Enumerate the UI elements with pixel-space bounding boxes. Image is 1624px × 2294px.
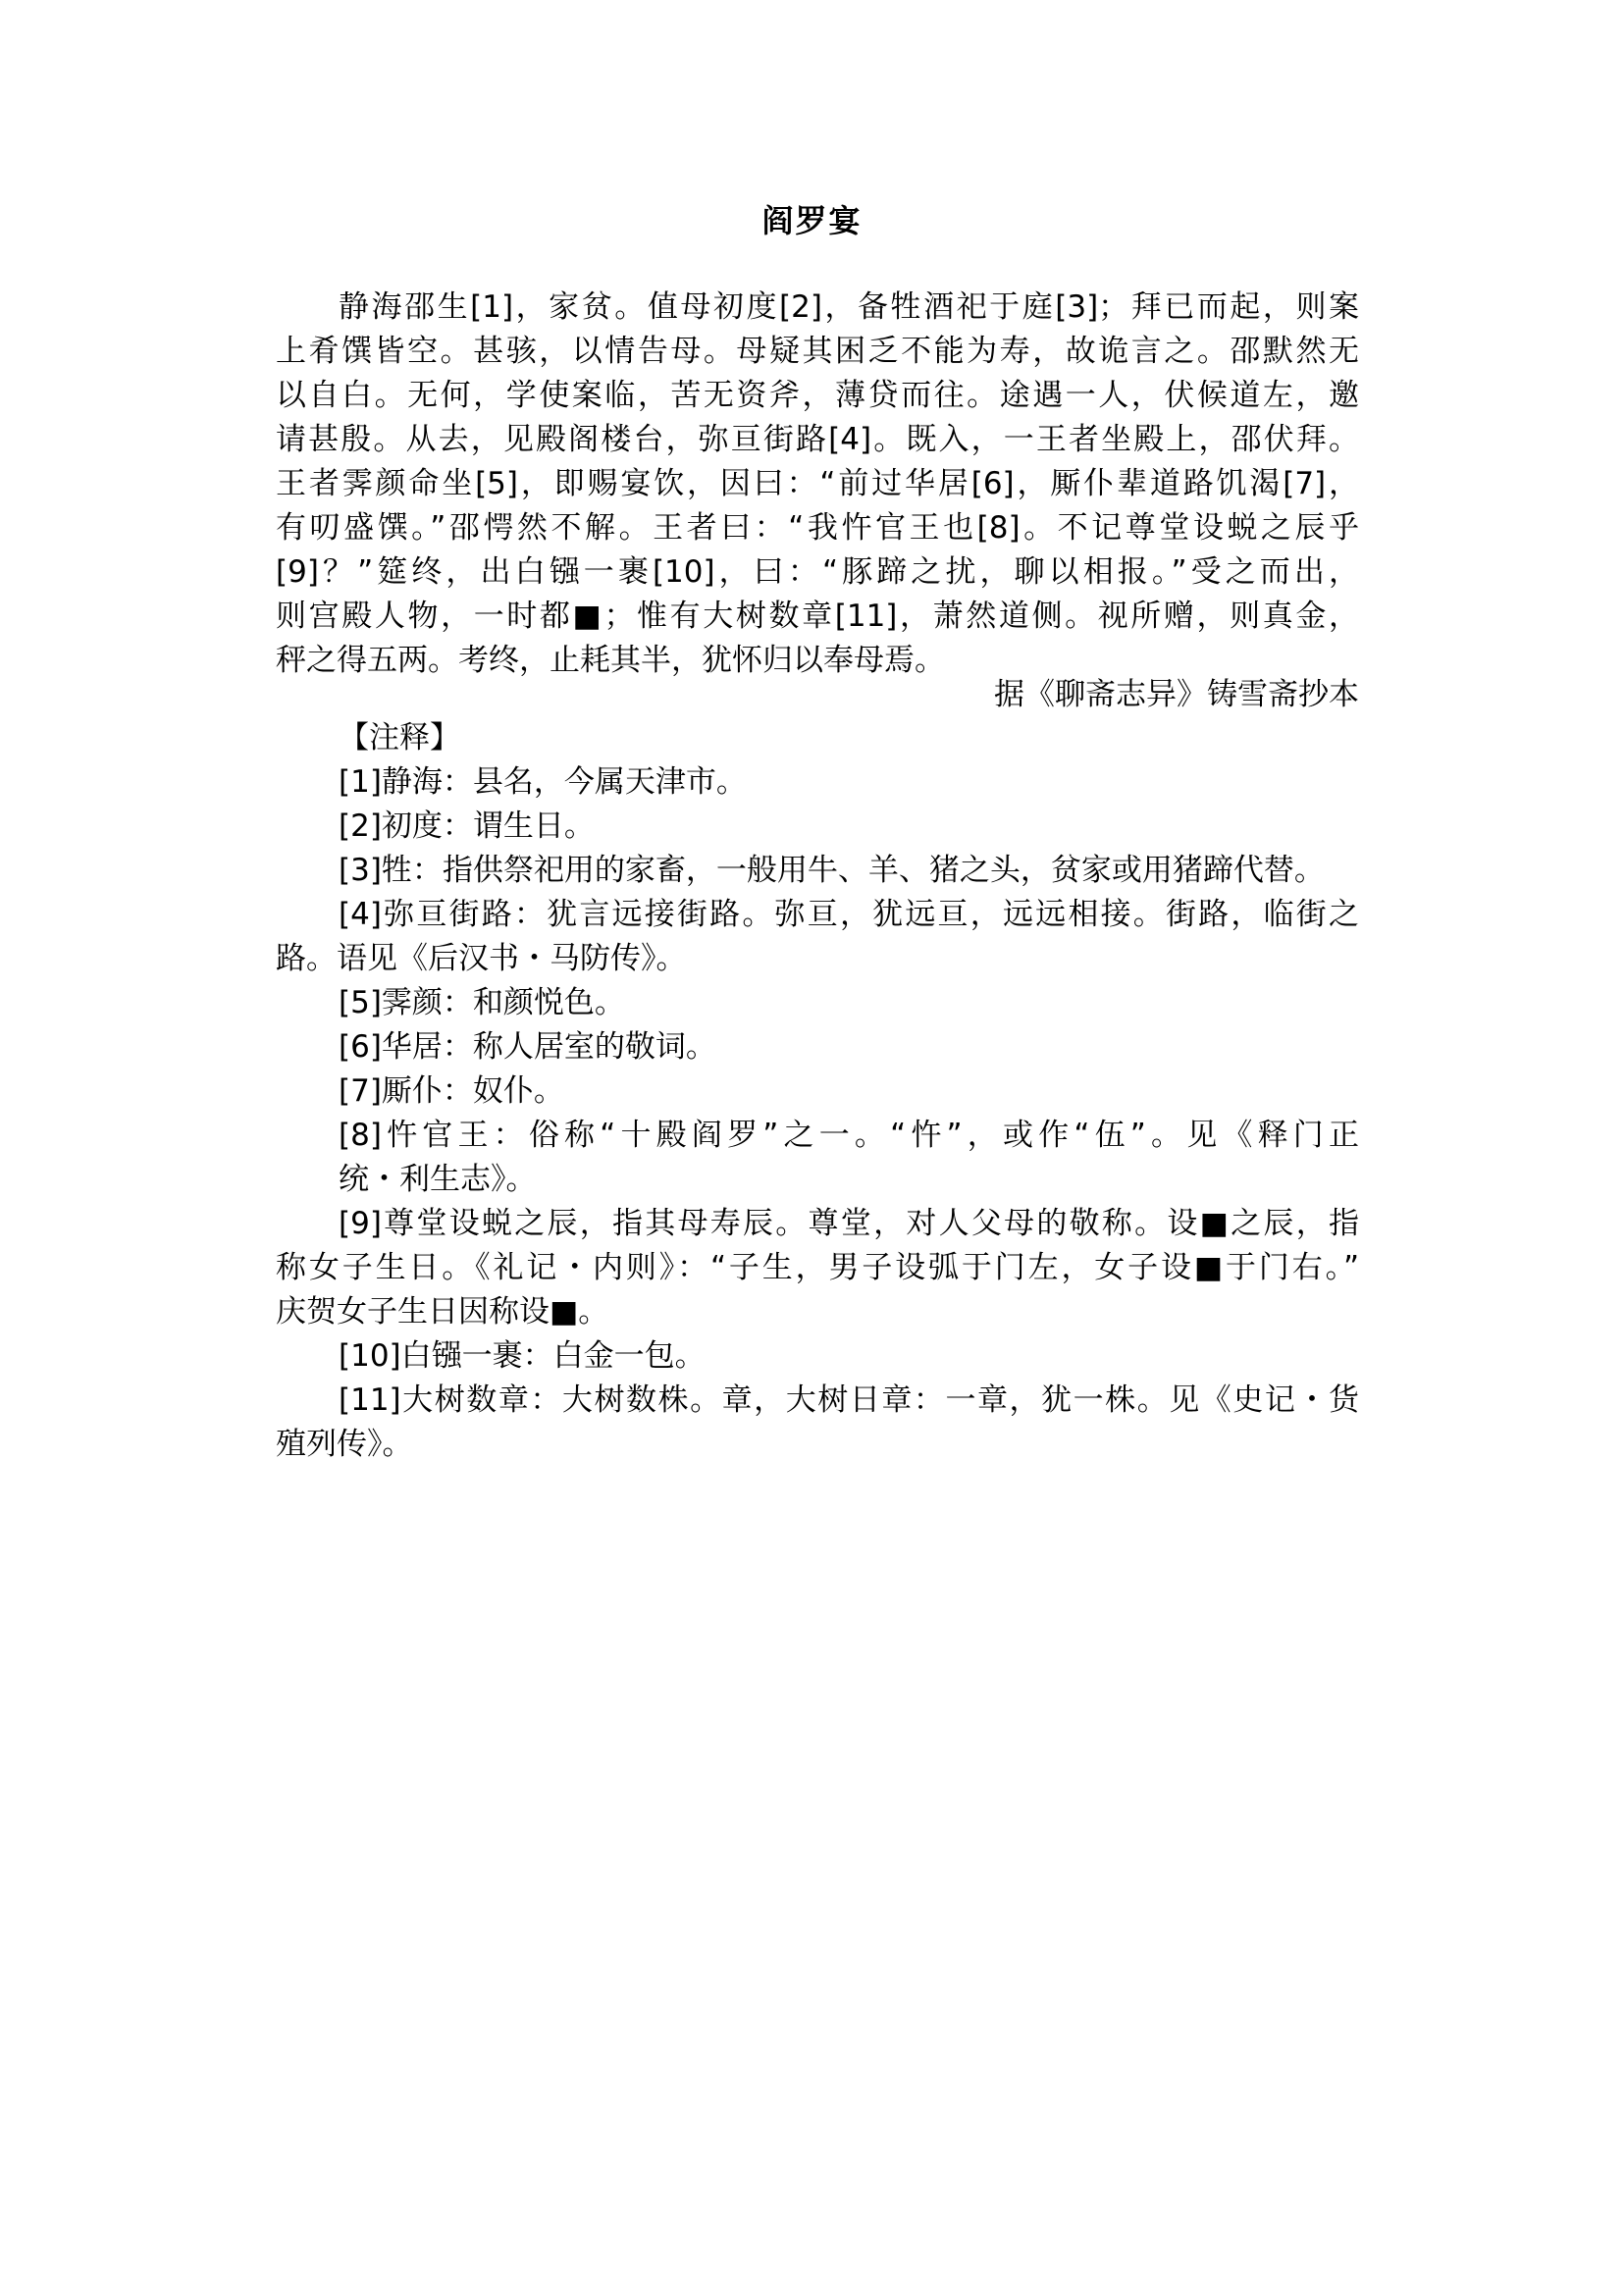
main-text-line: 以自白。无何，学使案临，苦无资斧，薄贷而往。途遇一人，伏候道左，邀 <box>276 378 1359 413</box>
note-item: [6]华居：称人居室的敬词。 <box>339 1029 716 1065</box>
notes-heading: 【注释】 <box>339 720 460 756</box>
note-item: [8]忤官王：俗称“十殿阎罗”之一。“忤”，或作“伍”。见《释门正 <box>339 1118 1359 1153</box>
main-text <box>276 286 1359 683</box>
main-text-line: 有叨盛馔。”邵愕然不解。王者曰：“我忤官王也[8]。不记尊堂设蜕之辰乎 <box>276 510 1359 546</box>
note-item-continuation: 庆贺女子生日因称设■。 <box>276 1294 609 1329</box>
main-text-line: 王者霁颜命坐[5]，即赐宴饮，因曰：“前过华居[6]，厮仆辈道路饥渴[7]， <box>276 466 1359 501</box>
note-item: [1]静海：县名，今属天津市。 <box>339 764 747 800</box>
annotations <box>276 716 1359 1467</box>
note-item: [9]尊堂设蜕之辰，指其母寿辰。尊堂，对人父母的敬称。设■之辰，指 <box>339 1206 1359 1241</box>
main-text-line: 静海邵生[1]，家贫。值母初度[2]，备牲酒祀于庭[3]；拜已而起，则案 <box>339 289 1359 325</box>
note-item: [3]牲：指供祭祀用的家畜，一般用牛、羊、猪之头，贫家或用猪蹄代替。 <box>339 853 1325 888</box>
main-text-line: [9]？”筵终，出白镪一裹[10]，曰：“豚蹄之扰，聊以相报。”受之而出， <box>276 554 1359 590</box>
note-item: [11]大树数章：大树数株。章，大树日章：一章，犹一株。见《史记・货 <box>339 1382 1359 1418</box>
note-item-continuation: 称女子生日。《礼记・内则》：“子生，男子设弧于门左，女子设■于门右。” <box>276 1250 1359 1285</box>
note-item: [4]弥亘街路：犹言远接街路。弥亘，犹远亘，远远相接。街路，临街之 <box>339 897 1359 932</box>
source-line: 据《聊斋志异》铸雪斋抄本 <box>994 677 1359 712</box>
note-item-continuation: 殖列传》。 <box>276 1427 413 1462</box>
note-item: [5]霁颜：和颜悦色。 <box>339 985 625 1020</box>
main-text-line: 则宫殿人物，一时都■；惟有大树数章[11]，萧然道侧。视所赠，则真金， <box>276 599 1359 634</box>
note-item: [10]白镪一裹：白金一包。 <box>339 1338 706 1374</box>
main-text-line: 上肴馔皆空。甚骇，以情告母。母疑其困乏不能为寿，故诡言之。邵默然无 <box>276 334 1359 369</box>
note-item: [7]厮仆：奴仆。 <box>339 1073 564 1109</box>
main-text-line: 请甚殷。从去，见殿阁楼台，弥亘街路[4]。既入，一王者坐殿上，邵伏拜。 <box>276 422 1359 457</box>
note-item: [2]初度：谓生日。 <box>339 808 595 844</box>
note-item-continuation: 统・利生志》。 <box>339 1162 537 1197</box>
main-text-line: 秤之得五两。考终，止耗其半，犹怀归以奉母焉。 <box>276 643 945 678</box>
document-title: 阎罗宴 <box>761 202 863 239</box>
note-item-continuation: 路。语见《后汉书・马防传》。 <box>276 941 687 976</box>
source-citation <box>276 673 1359 717</box>
